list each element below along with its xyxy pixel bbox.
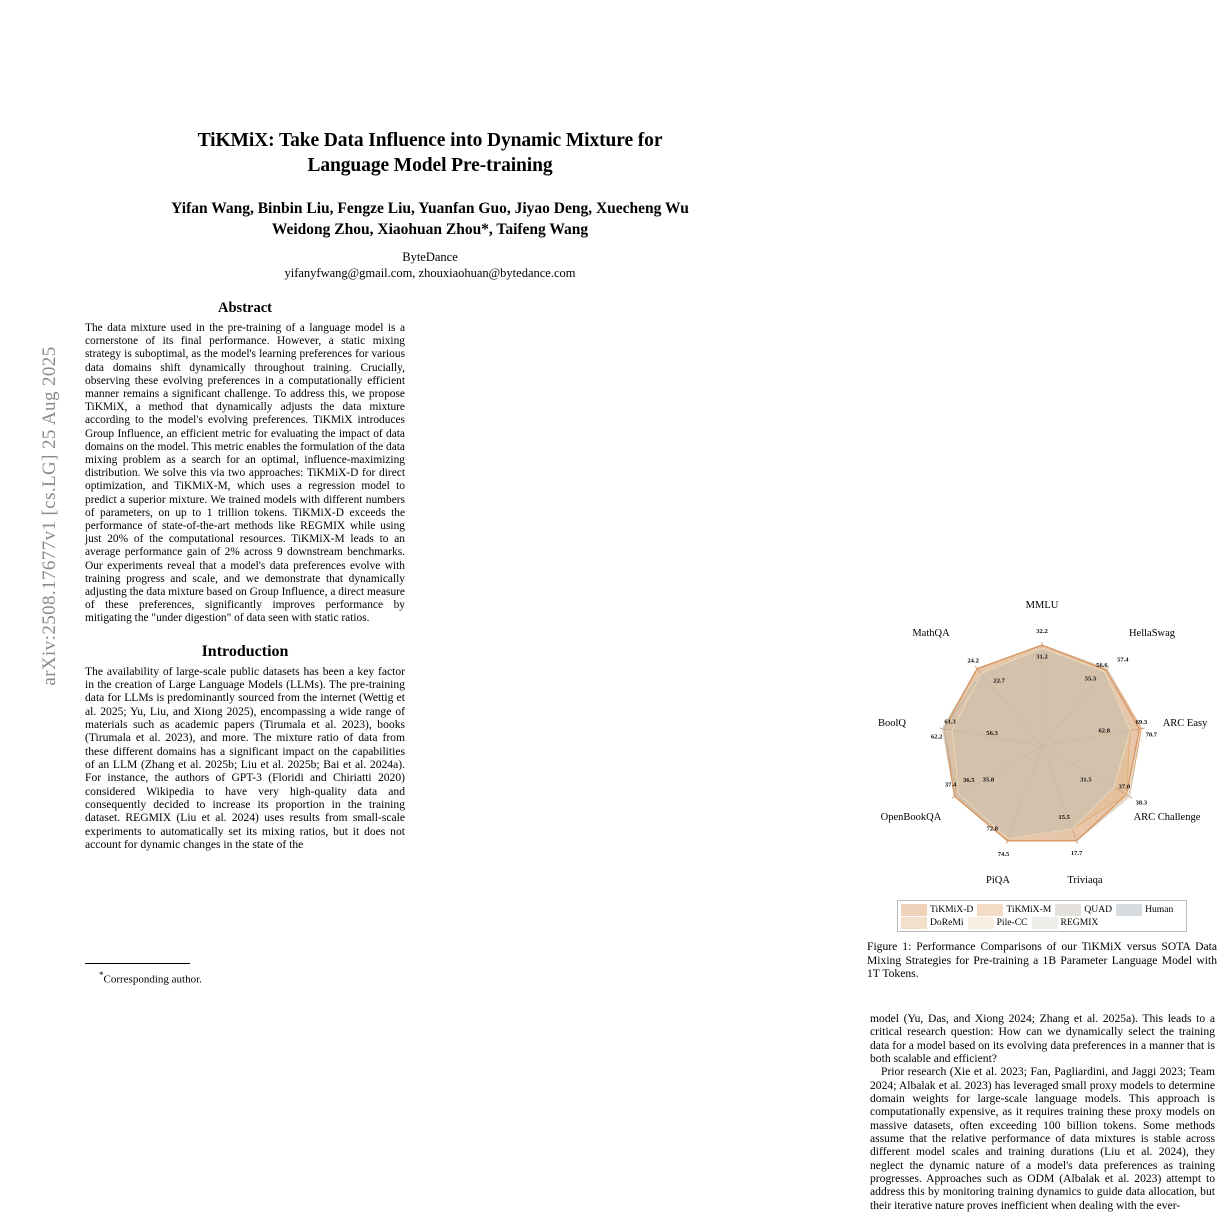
radar-point-label: 69.3 xyxy=(1135,718,1148,726)
radar-point-label: 56.6 xyxy=(1096,661,1108,669)
legend-label: REGMIX xyxy=(1060,917,1099,928)
radar-axis-label-openbookqa: OpenBookQA xyxy=(880,812,942,823)
radar-point-label: 17.7 xyxy=(1070,849,1083,857)
affiliation: ByteDance xyxy=(402,250,458,264)
author-list xyxy=(85,198,775,240)
legend-label: Human xyxy=(1145,904,1174,915)
radar-point-label: 24.2 xyxy=(967,657,979,665)
radar-point-label: 22.7 xyxy=(993,677,1005,685)
radar-axis-label-arc-challenge: ARC Challenge xyxy=(1133,812,1201,823)
radar-point-label: 74.5 xyxy=(997,850,1010,858)
legend-item-regmix[interactable] xyxy=(1032,917,1099,929)
radar-axis-label-boolq: BoolQ xyxy=(877,718,907,729)
radar-point-label: 36.5 xyxy=(962,777,975,785)
paper-header xyxy=(85,128,775,281)
footnote-block xyxy=(85,963,405,987)
radar-chart-svg xyxy=(867,588,1217,898)
legend-label: Pile-CC xyxy=(996,917,1028,928)
figure-caption: Figure 1: Performance Comparisons of our TiKMiX versus SOTA Data Mixing Strategies for Pre-training a 1B Parameter Language Model with 1T Tokens. xyxy=(867,940,1217,981)
introduction-section xyxy=(85,643,405,852)
radar-point-label: 61.3 xyxy=(944,718,956,726)
legend-item-quad[interactable] xyxy=(1055,904,1112,916)
title-line-1: TiKMiX: Take Data Influence into Dynamic Mixture for xyxy=(197,130,663,151)
footnote-label: Corresponding author. xyxy=(103,973,202,986)
legend-row-2 xyxy=(901,916,1183,929)
radar-axis-label-mmlu: MMLU xyxy=(1025,600,1059,611)
radar-axis-label-piqa: PiQA xyxy=(986,875,1010,886)
legend-label: DoReMi xyxy=(930,917,964,928)
legend-swatch-icon xyxy=(968,917,994,929)
radar-point-label: 62.8 xyxy=(1098,727,1111,735)
legend-swatch-icon xyxy=(901,917,927,929)
legend-item-tikmix-d[interactable] xyxy=(901,904,973,916)
radar-point-label: 38.3 xyxy=(1135,799,1148,807)
legend-label: QUAD xyxy=(1084,904,1113,915)
abstract-heading: Abstract xyxy=(218,300,272,316)
legend-row-1 xyxy=(901,903,1183,916)
introduction-paragraph-1: The availability of large-scale public datasets has been a key factor in the creation of Large Language Models (LLMs). The pre-training data for LLMs is predominantly sourced from the internet (Wettig et al. 2025; Yu, Liu, and Xiong 2025), encompassing a wide range of materials such as academic papers (Tirumala et al. 2023), books (Tirumala et al. 2023), and more. The mixture ratio of data from these different domains has a significant impact on the capabilities of an LLM (Zhang et al. 2025b; Liu et al. 2025b; Bai et al. 2024a). For instance, the authors of GPT-3 (Floridi and Chiriatti 2020) considered Wikipedia to have very high-quality data and consequently decided to increase its proportion in the training dataset. REGMIX (Liu et al. 2024) uses results from small-scale experiments to automatically set its mixing ratios, but it does not account for dynamic changes in the state of the xyxy=(85,664,405,852)
radar-point-label: 70.7 xyxy=(1145,731,1158,739)
footnote-marker: * xyxy=(99,970,104,980)
contact-emails: yifanyfwang@gmail.com, zhouxiaohuan@bytedance.com xyxy=(284,266,576,280)
legend-item-pile-cc[interactable] xyxy=(968,917,1028,929)
authors-line-2: Weidong Zhou, Xiaohuan Zhou*, Taifeng Wang xyxy=(271,221,589,238)
legend-item-doremi[interactable] xyxy=(901,917,964,929)
left-column xyxy=(85,300,405,851)
radar-point-label: 15.5 xyxy=(1058,814,1070,822)
abstract-section xyxy=(85,300,405,626)
introduction-paragraph-1-continued: model (Yu, Das, and Xiong 2024; Zhang et al. 2025a). This leads to a critical research question: How can we dynamically select the training data for a model based on its evolving data preferences in a manner that is both scalable and efficient? xyxy=(870,1012,1215,1066)
radar-point-label: 57.4 xyxy=(1117,656,1129,664)
footnote-text xyxy=(85,969,405,987)
legend-item-human[interactable] xyxy=(1116,904,1173,916)
radar-chart xyxy=(867,588,1217,898)
radar-point-label: 55.3 xyxy=(1084,675,1097,683)
radar-series-polygons xyxy=(943,645,1142,841)
radar-point-label: 35.8 xyxy=(982,776,995,784)
legend-swatch-icon xyxy=(1032,917,1058,929)
figure-1 xyxy=(867,588,1217,981)
legend-label: TiKMiX-D xyxy=(930,904,974,915)
radar-axis-label-hellaswag: HellaSwag xyxy=(1128,628,1176,639)
radar-axis-label-arc-easy: ARC Easy xyxy=(1162,718,1208,729)
radar-point-label: 31.5 xyxy=(1080,776,1092,784)
legend-swatch-icon xyxy=(1116,904,1142,916)
radar-point-label: 56.3 xyxy=(986,730,998,738)
radar-point-label: 37.0 xyxy=(1118,783,1131,791)
radar-point-label: 32.2 xyxy=(1036,628,1048,636)
introduction-paragraph-2: Prior research (Xie et al. 2023; Fan, Pagliardini, and Jaggi 2023; Team 2024; Albalak et al. 2023) has leveraged small proxy models to determine domain weights for large-scale language models. This approach is computationally expensive, as it requires training these proxy models on massive datasets, often exceeding 100 billion tokens. Some methods assume that the relative performance of data mixtures is stable across different model scales and training durations (Liu et al. 2024), they neglect the dynamic nature of a model's data preferences as training progresses. Approaches such as ODM (Albalak et al. 2023) attempt to address this by monitoring training dynamics to guide data allocation, but their iterative nature proves inefficient when dealing with the ever- xyxy=(870,1065,1215,1212)
arxiv-stamp: arXiv:2508.17677v1 [cs.LG] 25 Aug 2025 xyxy=(39,346,60,686)
radar-axis-label-mathqa: MathQA xyxy=(912,628,950,639)
title-line-2: Language Model Pre-training xyxy=(307,155,553,176)
legend-swatch-icon xyxy=(977,904,1003,916)
footnote-rule xyxy=(85,963,190,964)
legend-label: TiKMiX-M xyxy=(1006,904,1052,915)
legend-swatch-icon xyxy=(1055,904,1081,916)
radar-point-label: 37.4 xyxy=(944,781,957,789)
radar-axis-label-triviaqa: Triviaqa xyxy=(1067,875,1103,886)
authors-line-1: Yifan Wang, Binbin Liu, Fengze Liu, Yuanfan Guo, Jiyao Deng, Xuecheng Wu xyxy=(171,200,689,217)
chart-legend xyxy=(897,900,1187,932)
page-title xyxy=(85,128,775,178)
radar-point-label: 62.2 xyxy=(930,733,943,741)
radar-point-label: 72.8 xyxy=(986,825,999,833)
legend-item-tikmix-m[interactable] xyxy=(977,904,1051,916)
introduction-heading: Introduction xyxy=(201,642,289,660)
abstract-text: The data mixture used in the pre-training of a language model is a cornerstone of its final performance. However, a static mixing strategy is suboptimal, as the model's learning preferences for various data domains shift dynamically throughout training. Crucially, observing these evolving preferences in a computationally efficient manner remains a significant challenge. To address this, we propose TiKMiX, a method that dynamically adjusts the data mixture according to the model's evolving preferences. TiKMiX introduces Group Influence, an efficient metric for evaluating the impact of data domains on the model. This metric enables the formulation of the data mixing problem as a search for an optimal, influence-maximizing distribution. We solve this via two approaches: TiKMiX-D for direct optimization, and TiKMiX-M, which uses a regression model to predict a superior mixture. We trained models with different numbers of parameters, on up to 1 trillion tokens. TiKMiX-D exceeds the performance of state-of-the-art methods like REGMIX while using just 20% of the computational resources. TiKMiX-M leads to an average performance gain of 2% across 9 downstream benchmarks. Our experiments reveal that a model's data preferences evolve with training progress and scale, and we demonstrate that dynamically adjusting the data mixture based on Group Influence, a direct measure of these preferences, significantly improves performance by mitigating the "under digestion" of data seen with static ratios. xyxy=(85,322,405,625)
radar-point-label: 31.2 xyxy=(1036,653,1048,661)
legend-swatch-icon xyxy=(901,904,927,916)
right-column-body xyxy=(870,1012,1215,1212)
